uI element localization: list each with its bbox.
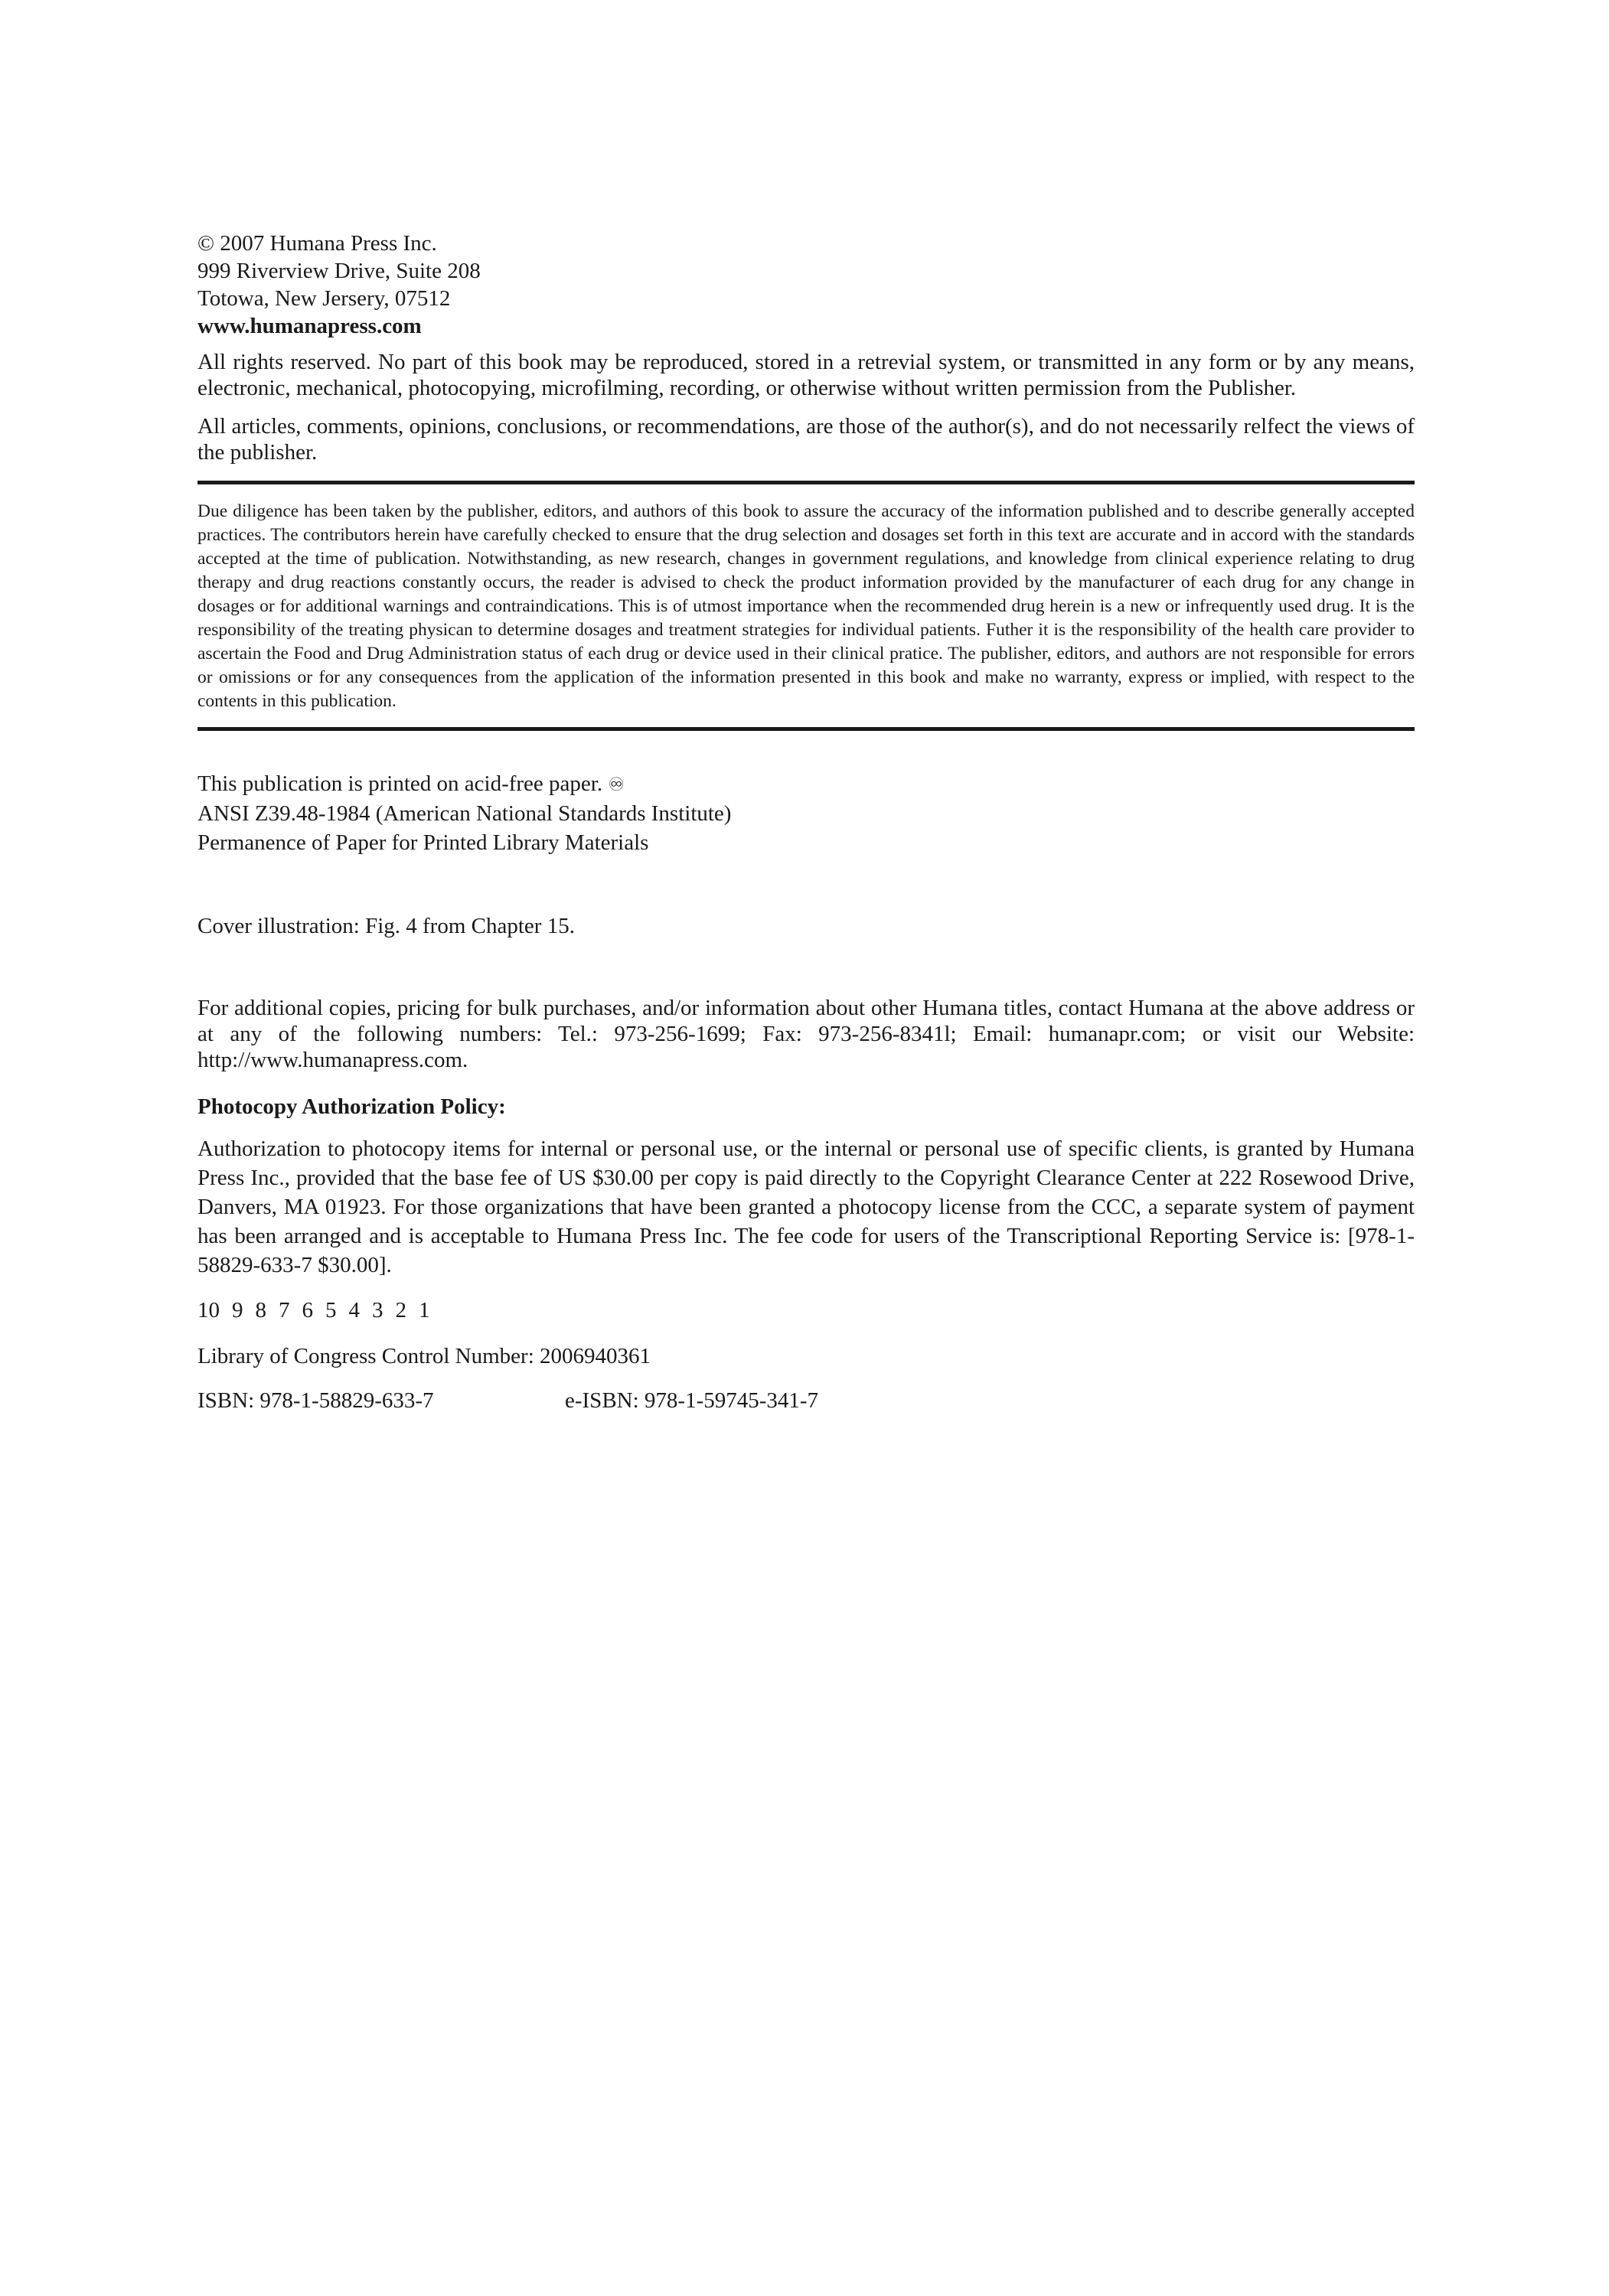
paper-notice-line-1: This publication is printed on acid-free paper.	[197, 771, 603, 796]
paper-notice-line-3: Permanence of Paper for Printed Library Materials	[197, 830, 649, 855]
opinions-notice: All articles, comments, opinions, conclusions, or recommendations, are those of the author(s), and do not necessarily relfect the views of the publisher.	[197, 414, 1415, 465]
additional-copies-notice: For additional copies, pricing for bulk purchases, and/or information about other Humana titles, contact Humana at the above address or at any of the following numbers: Tel.: 973-256-1699; Fax: 973-256-8341l; Email: humanapr.com; or visit our Website: http://www.humanapress.com.	[197, 996, 1415, 1072]
paper-notice	[197, 769, 1415, 857]
medical-disclaimer: Due diligence has been taken by the publisher, editors, and authors of this book to assure the accuracy of the information published and to describe generally accepted practices. The contributors herein have carefully checked to ensure that the drug selection and dosages set forth in this text are accurate and in accord with the standards accepted at the time of publication. Notwithstanding, as new research, changes in government regulations, and knowledge from clinical experience relating to drug therapy and drug reactions constantly occurs, the reader is advised to check the product information provided by the manufacturer of each drug for any change in dosages or for additional warnings and contraindications. This is of utmost importance when the recommended drug herein is a new or infrequently used drug. It is the responsibility of the treating physican to determine dosages and treatment strategies for individual patients. Futher it is the responsibility of the health care provider to ascertain the Food and Drug Administration status of each drug or device used in their clinical pratice. The publisher, editors, and authors are not responsible for errors or omissions or for any consequences from the application of the information presented in this book and make no warranty, express or implied, with respect to the contents in this publication.	[197, 501, 1415, 711]
printing-number: 8	[255, 1298, 266, 1322]
photocopy-policy-text: Authorization to photocopy items for internal or personal use, or the internal or personal use of specific clients, is granted by Humana Press Inc., provided that the base fee of US $30.00 per copy is paid directly to the Copyright Clearance Center at 222 Rosewood Drive, Danvers, MA 01923. For those organizations that have been granted a photocopy license from the CCC, a separate system of payment has been arranged and is acceptable to Humana Press Inc. The fee code for users of the Transcriptional Reporting Service is: [978-1-58829-633-7 $30.00].	[197, 1137, 1415, 1277]
address-line-1: 999 Riverview Drive, Suite 208	[197, 259, 481, 283]
divider-bottom	[197, 727, 1415, 731]
library-of-congress-number: Library of Congress Control Number: 2006940361	[197, 1344, 651, 1368]
printing-number: 3	[372, 1298, 383, 1322]
copyright-page	[197, 230, 1415, 1414]
cover-illustration-note: Cover illustration: Fig. 4 from Chapter 15.	[197, 914, 575, 938]
divider-top	[197, 481, 1415, 484]
photocopy-policy-heading: Photocopy Authorization Policy:	[197, 1094, 506, 1119]
printing-number: 6	[302, 1298, 313, 1322]
rights-reserved-notice: All rights reserved. No part of this book may be reproduced, stored in a retrevial system, or transmitted in any form or by any means, electronic, mechanical, photocopying, microfilming, recording, or otherwise without written permission from the Publisher.	[197, 350, 1415, 400]
printing-number: 5	[325, 1298, 337, 1322]
acid-free-paper-icon: ♾	[608, 774, 625, 795]
publisher-block	[197, 230, 1415, 340]
printing-line	[197, 1296, 1415, 1324]
printing-number: 10	[197, 1298, 220, 1322]
e-isbn: e-ISBN: 978-1-59745-341-7	[565, 1388, 819, 1413]
isbn-row	[197, 1387, 1415, 1414]
address-line-2: Totowa, New Jersery, 07512	[197, 286, 451, 311]
paper-notice-line-2: ANSI Z39.48-1984 (American National Standards Institute)	[197, 801, 732, 826]
publisher-website: www.humanapress.com	[197, 314, 422, 338]
printing-number: 7	[279, 1298, 290, 1322]
printing-number: 4	[348, 1298, 360, 1322]
printing-number: 1	[419, 1298, 430, 1322]
printing-number: 2	[395, 1298, 406, 1322]
isbn: ISBN: 978-1-58829-633-7	[197, 1388, 434, 1413]
copyright-line: © 2007 Humana Press Inc.	[197, 231, 437, 256]
printing-number: 9	[232, 1298, 243, 1322]
